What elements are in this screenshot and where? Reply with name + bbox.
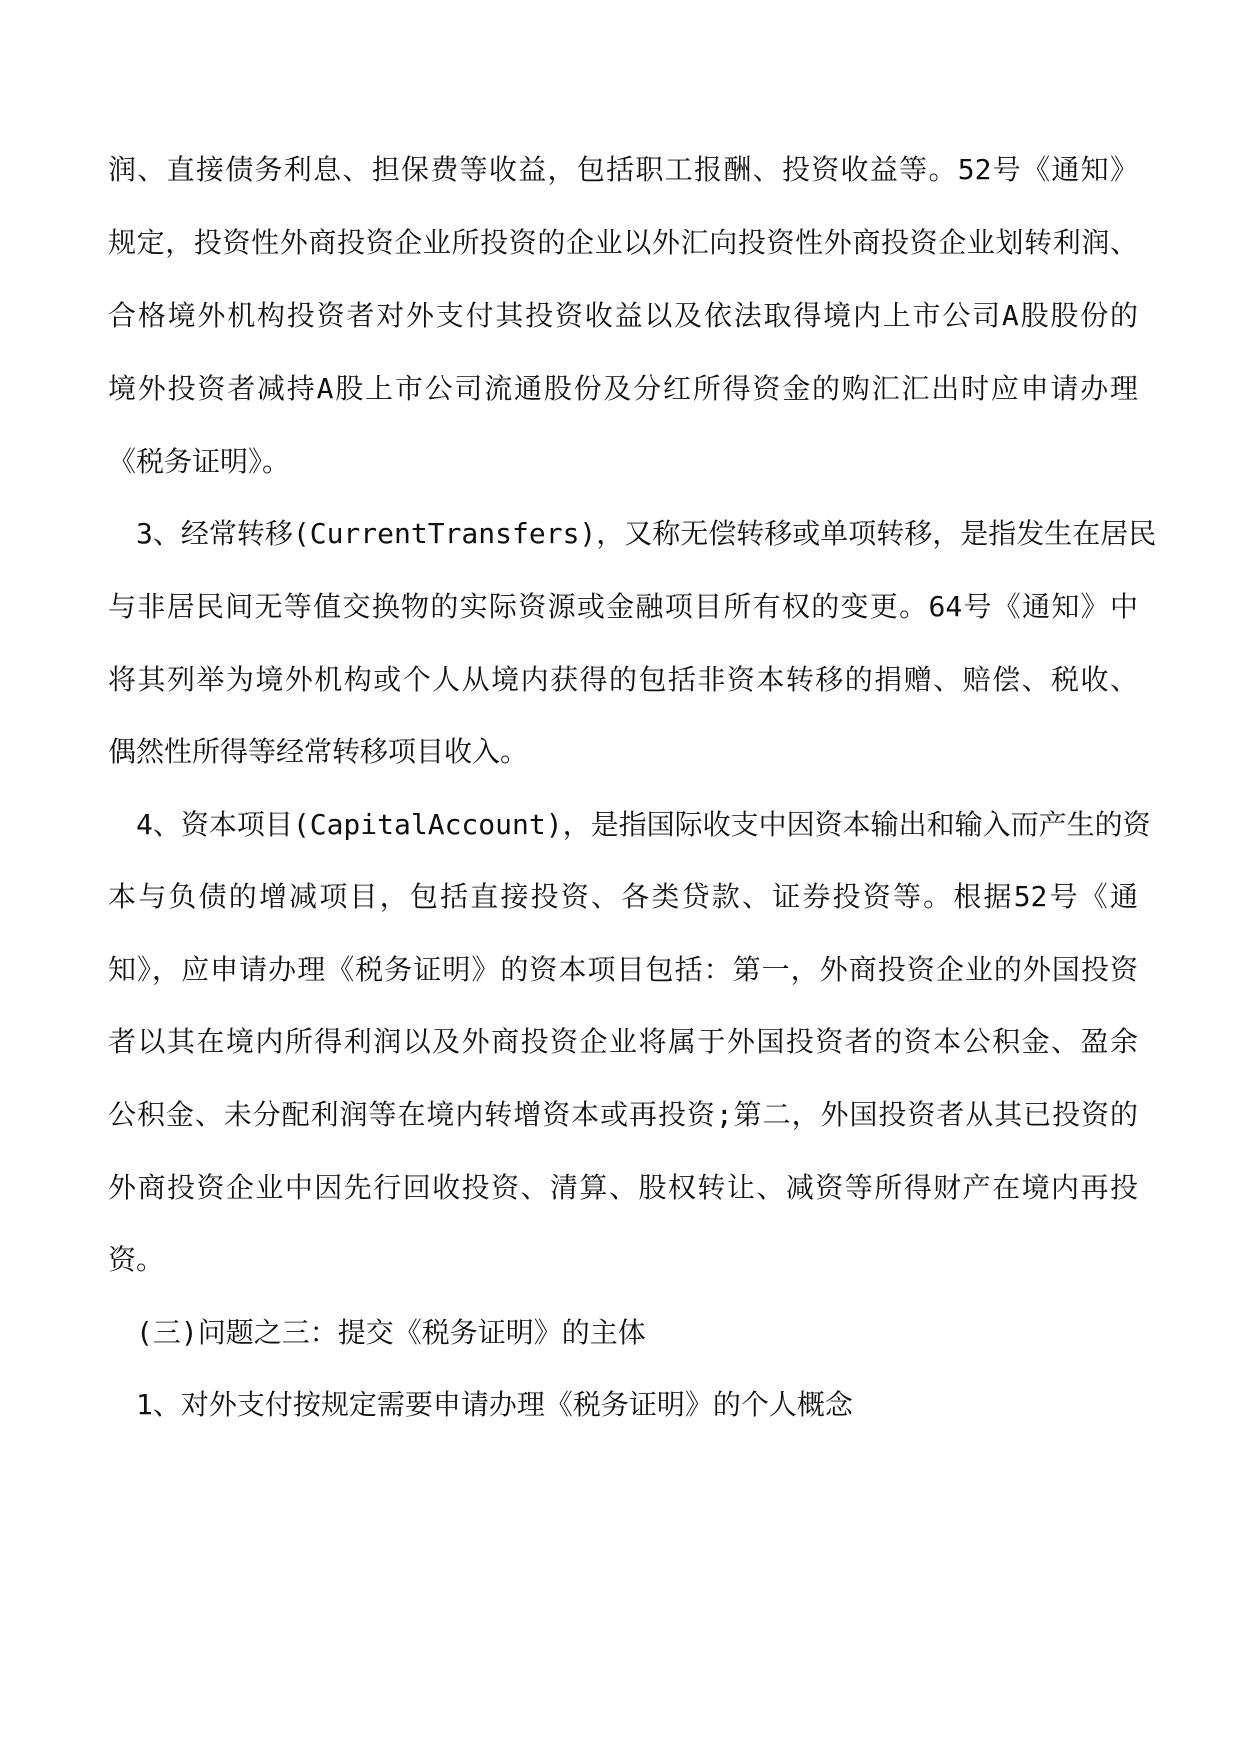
- text-line: 外商投资企业中因先行回收投资、清算、股权转让、减资等所得财产在境内再投: [108, 1171, 1138, 1204]
- text-line: 知》，应申请办理《税务证明》的资本项目包括：第一，外商投资企业的外国投资: [108, 953, 1138, 986]
- paragraph-4-start: 4、资本项目(CapitalAccount)，是指国际收支中因资本输出和输入而产生的资: [136, 808, 1151, 841]
- text-line: 资。: [108, 1243, 165, 1276]
- subsection-heading: 1、对外支付按规定需要申请办理《税务证明》的个人概念: [136, 1388, 853, 1421]
- text-line: 本与负债的增减项目，包括直接投资、各类贷款、证券投资等。根据52号《通: [108, 880, 1138, 913]
- text-line: 合格境外机构投资者对外支付其投资收益以及依法取得境内上市公司A股股份的: [108, 299, 1138, 332]
- text-line: 《税务证明》。: [108, 445, 291, 478]
- text-line: 将其列举为境外机构或个人从境内获得的包括非资本转移的捐赠、赔偿、税收、: [108, 663, 1138, 696]
- text-line: 与非居民间无等值交换物的实际资源或金融项目所有权的变更。64号《通知》中: [108, 590, 1138, 623]
- text-line: 润、直接债务利息、担保费等收益，包括职工报酬、投资收益等。52号《通知》: [108, 153, 1138, 186]
- section-heading: (三)问题之三：提交《税务证明》的主体: [136, 1316, 646, 1349]
- text-line: 规定，投资性外商投资企业所投资的企业以外汇向投资性外商投资企业划转利润、: [108, 226, 1138, 259]
- paragraph-3-start: 3、经常转移(CurrentTransfers)，又称无偿转移或单项转移，是指发生在居民: [136, 517, 1157, 550]
- text-line: 偶然性所得等经常转移项目收入。: [108, 735, 529, 768]
- text-line: 者以其在境内所得利润以及外商投资企业将属于外国投资者的资本公积金、盈余: [108, 1025, 1138, 1058]
- text-line: 境外投资者减持A股上市公司流通股份及分红所得资金的购汇汇出时应申请办理: [108, 372, 1138, 405]
- text-line: 公积金、未分配利润等在境内转增资本或再投资;第二，外国投资者从其已投资的: [108, 1098, 1138, 1131]
